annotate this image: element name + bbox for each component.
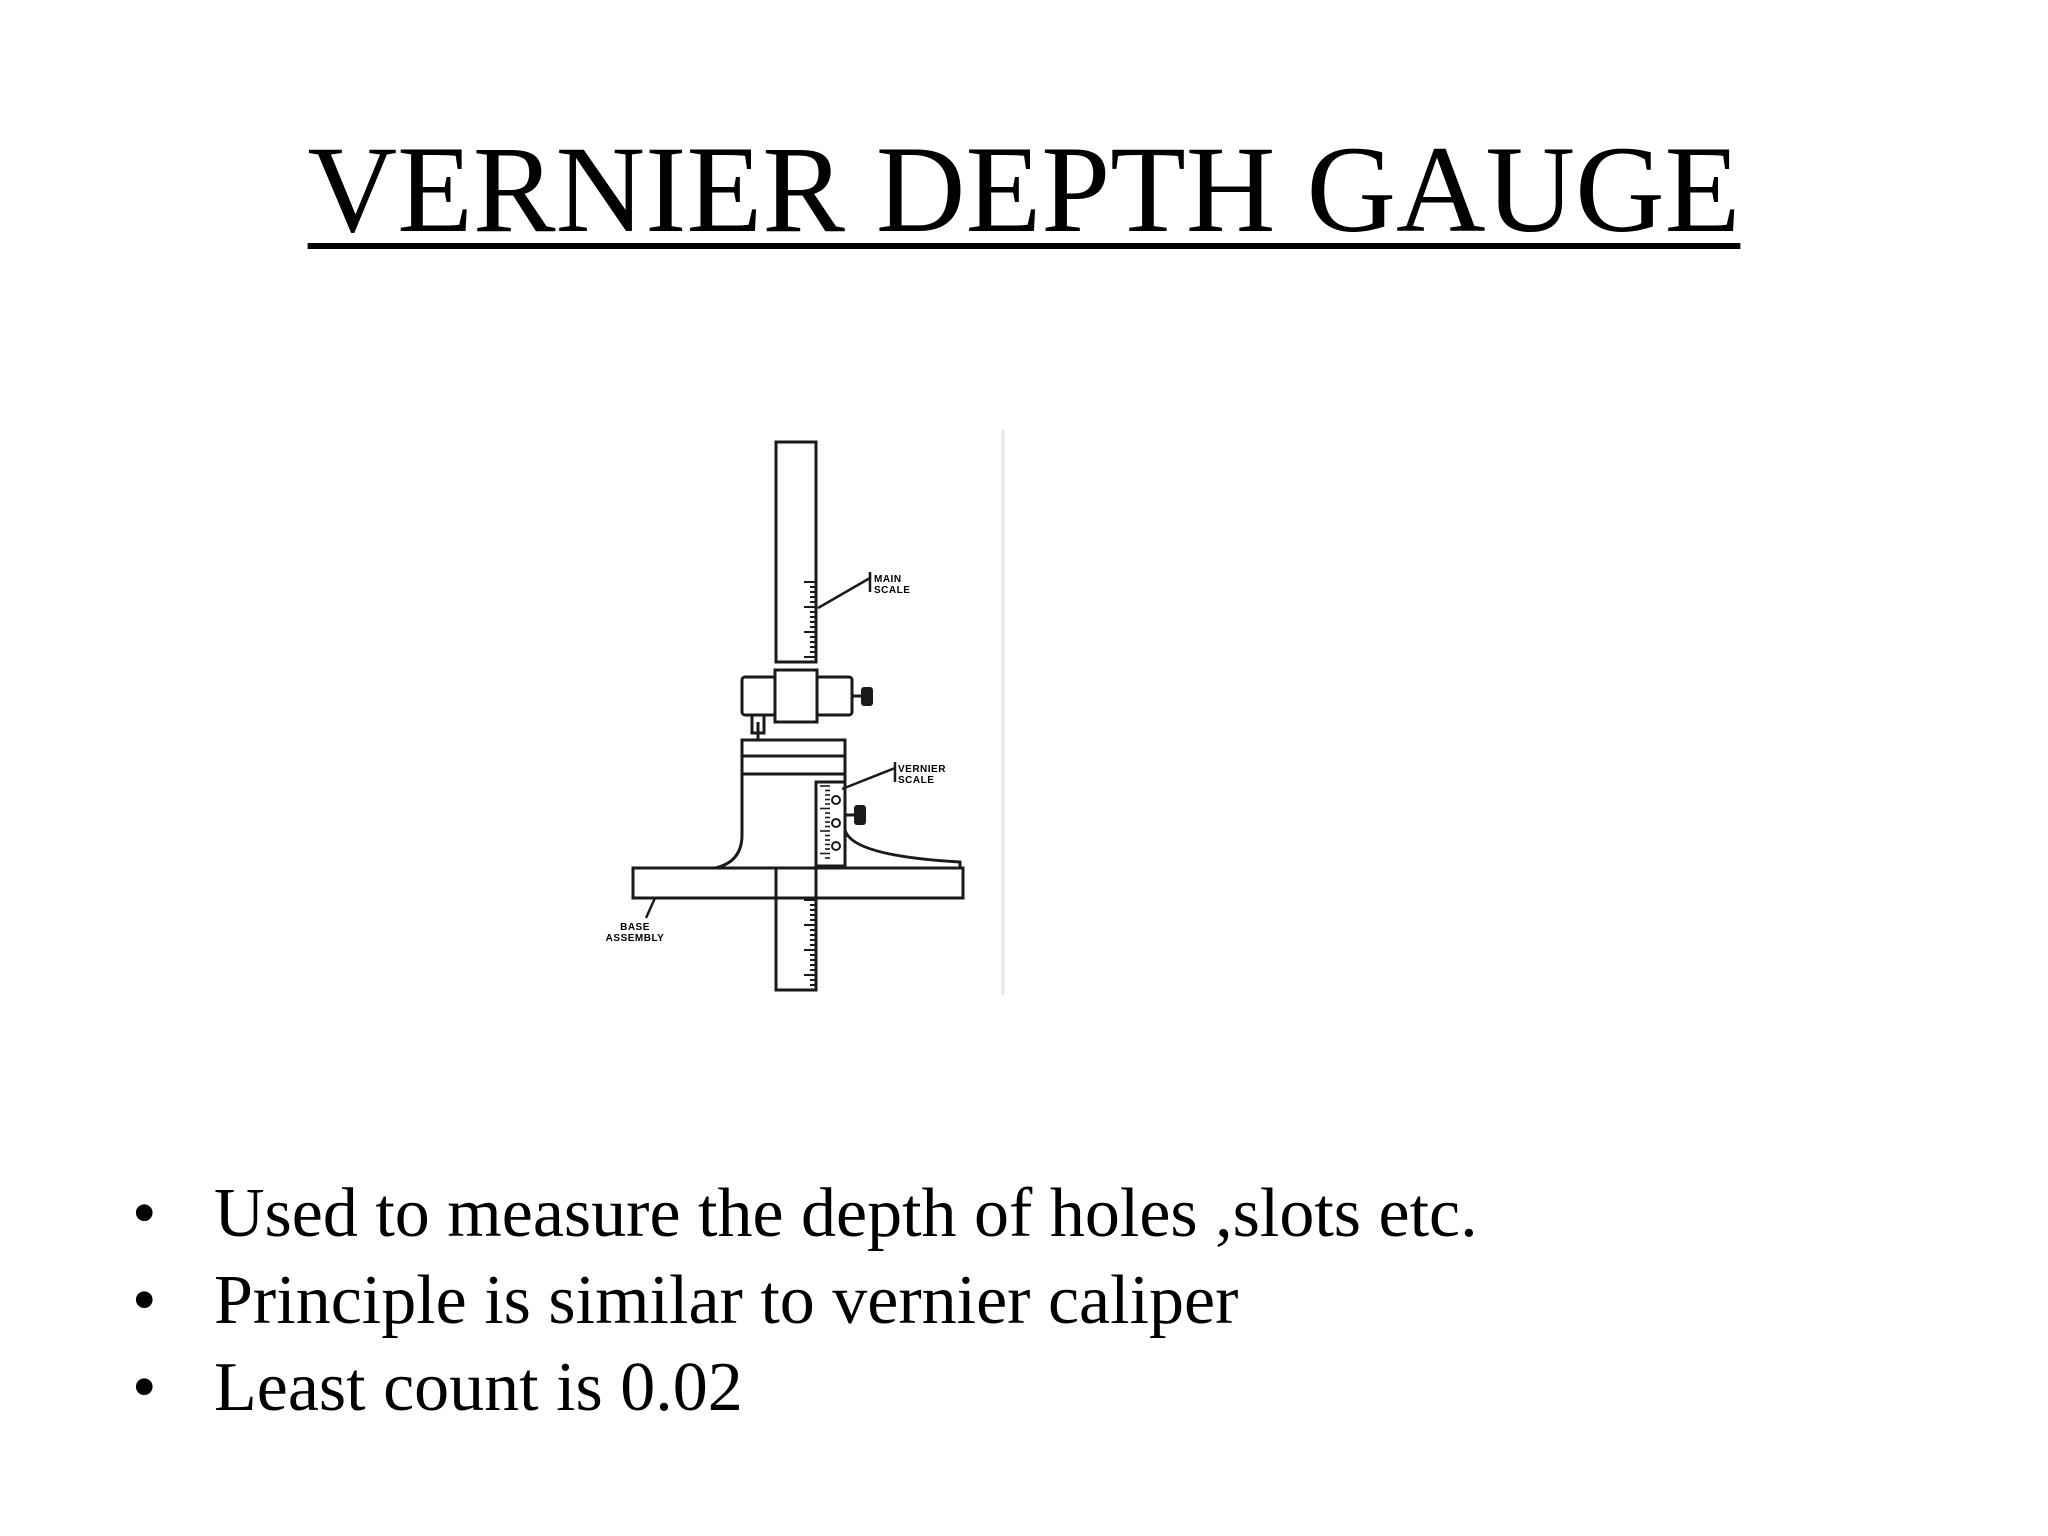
- vernier-scale-label: [898, 764, 946, 786]
- bullet-item: [132, 1170, 1478, 1257]
- bullet-item: [132, 1344, 1478, 1431]
- bullet-dot: •: [132, 1175, 157, 1252]
- main-scale-label-line-1: MAIN: [874, 574, 902, 585]
- slide-title: VERNIER DEPTH GAUGE: [307, 121, 1741, 258]
- bullet-text: Used to measure the depth of holes ,slots etc.: [214, 1175, 1478, 1252]
- vernier-lock-screw: [845, 806, 865, 824]
- base-bar: [633, 868, 963, 898]
- base-assembly-label: [606, 922, 665, 944]
- base-assembly-label-line-1: BASE: [620, 922, 650, 933]
- bullet-dot: •: [132, 1349, 157, 1426]
- clamp-screw: [852, 688, 872, 705]
- bullet-item: [132, 1257, 1478, 1344]
- vernier-scale-label-line-2: SCALE: [898, 775, 935, 786]
- bullet-text: Principle is similar to vernier caliper: [214, 1262, 1239, 1339]
- base-assembly-label-line-2: ASSEMBLY: [605, 933, 665, 944]
- main-scale-label: [874, 574, 910, 596]
- vernier-scale-label-line-1: VERNIER: [898, 764, 946, 775]
- bullet-dot: •: [132, 1262, 157, 1339]
- main-scale-label-line-2: SCALE: [874, 585, 911, 596]
- bullet-text: Least count is 0.02: [214, 1349, 743, 1426]
- clamp-block: [742, 670, 852, 740]
- bullet-list: [132, 1170, 1478, 1431]
